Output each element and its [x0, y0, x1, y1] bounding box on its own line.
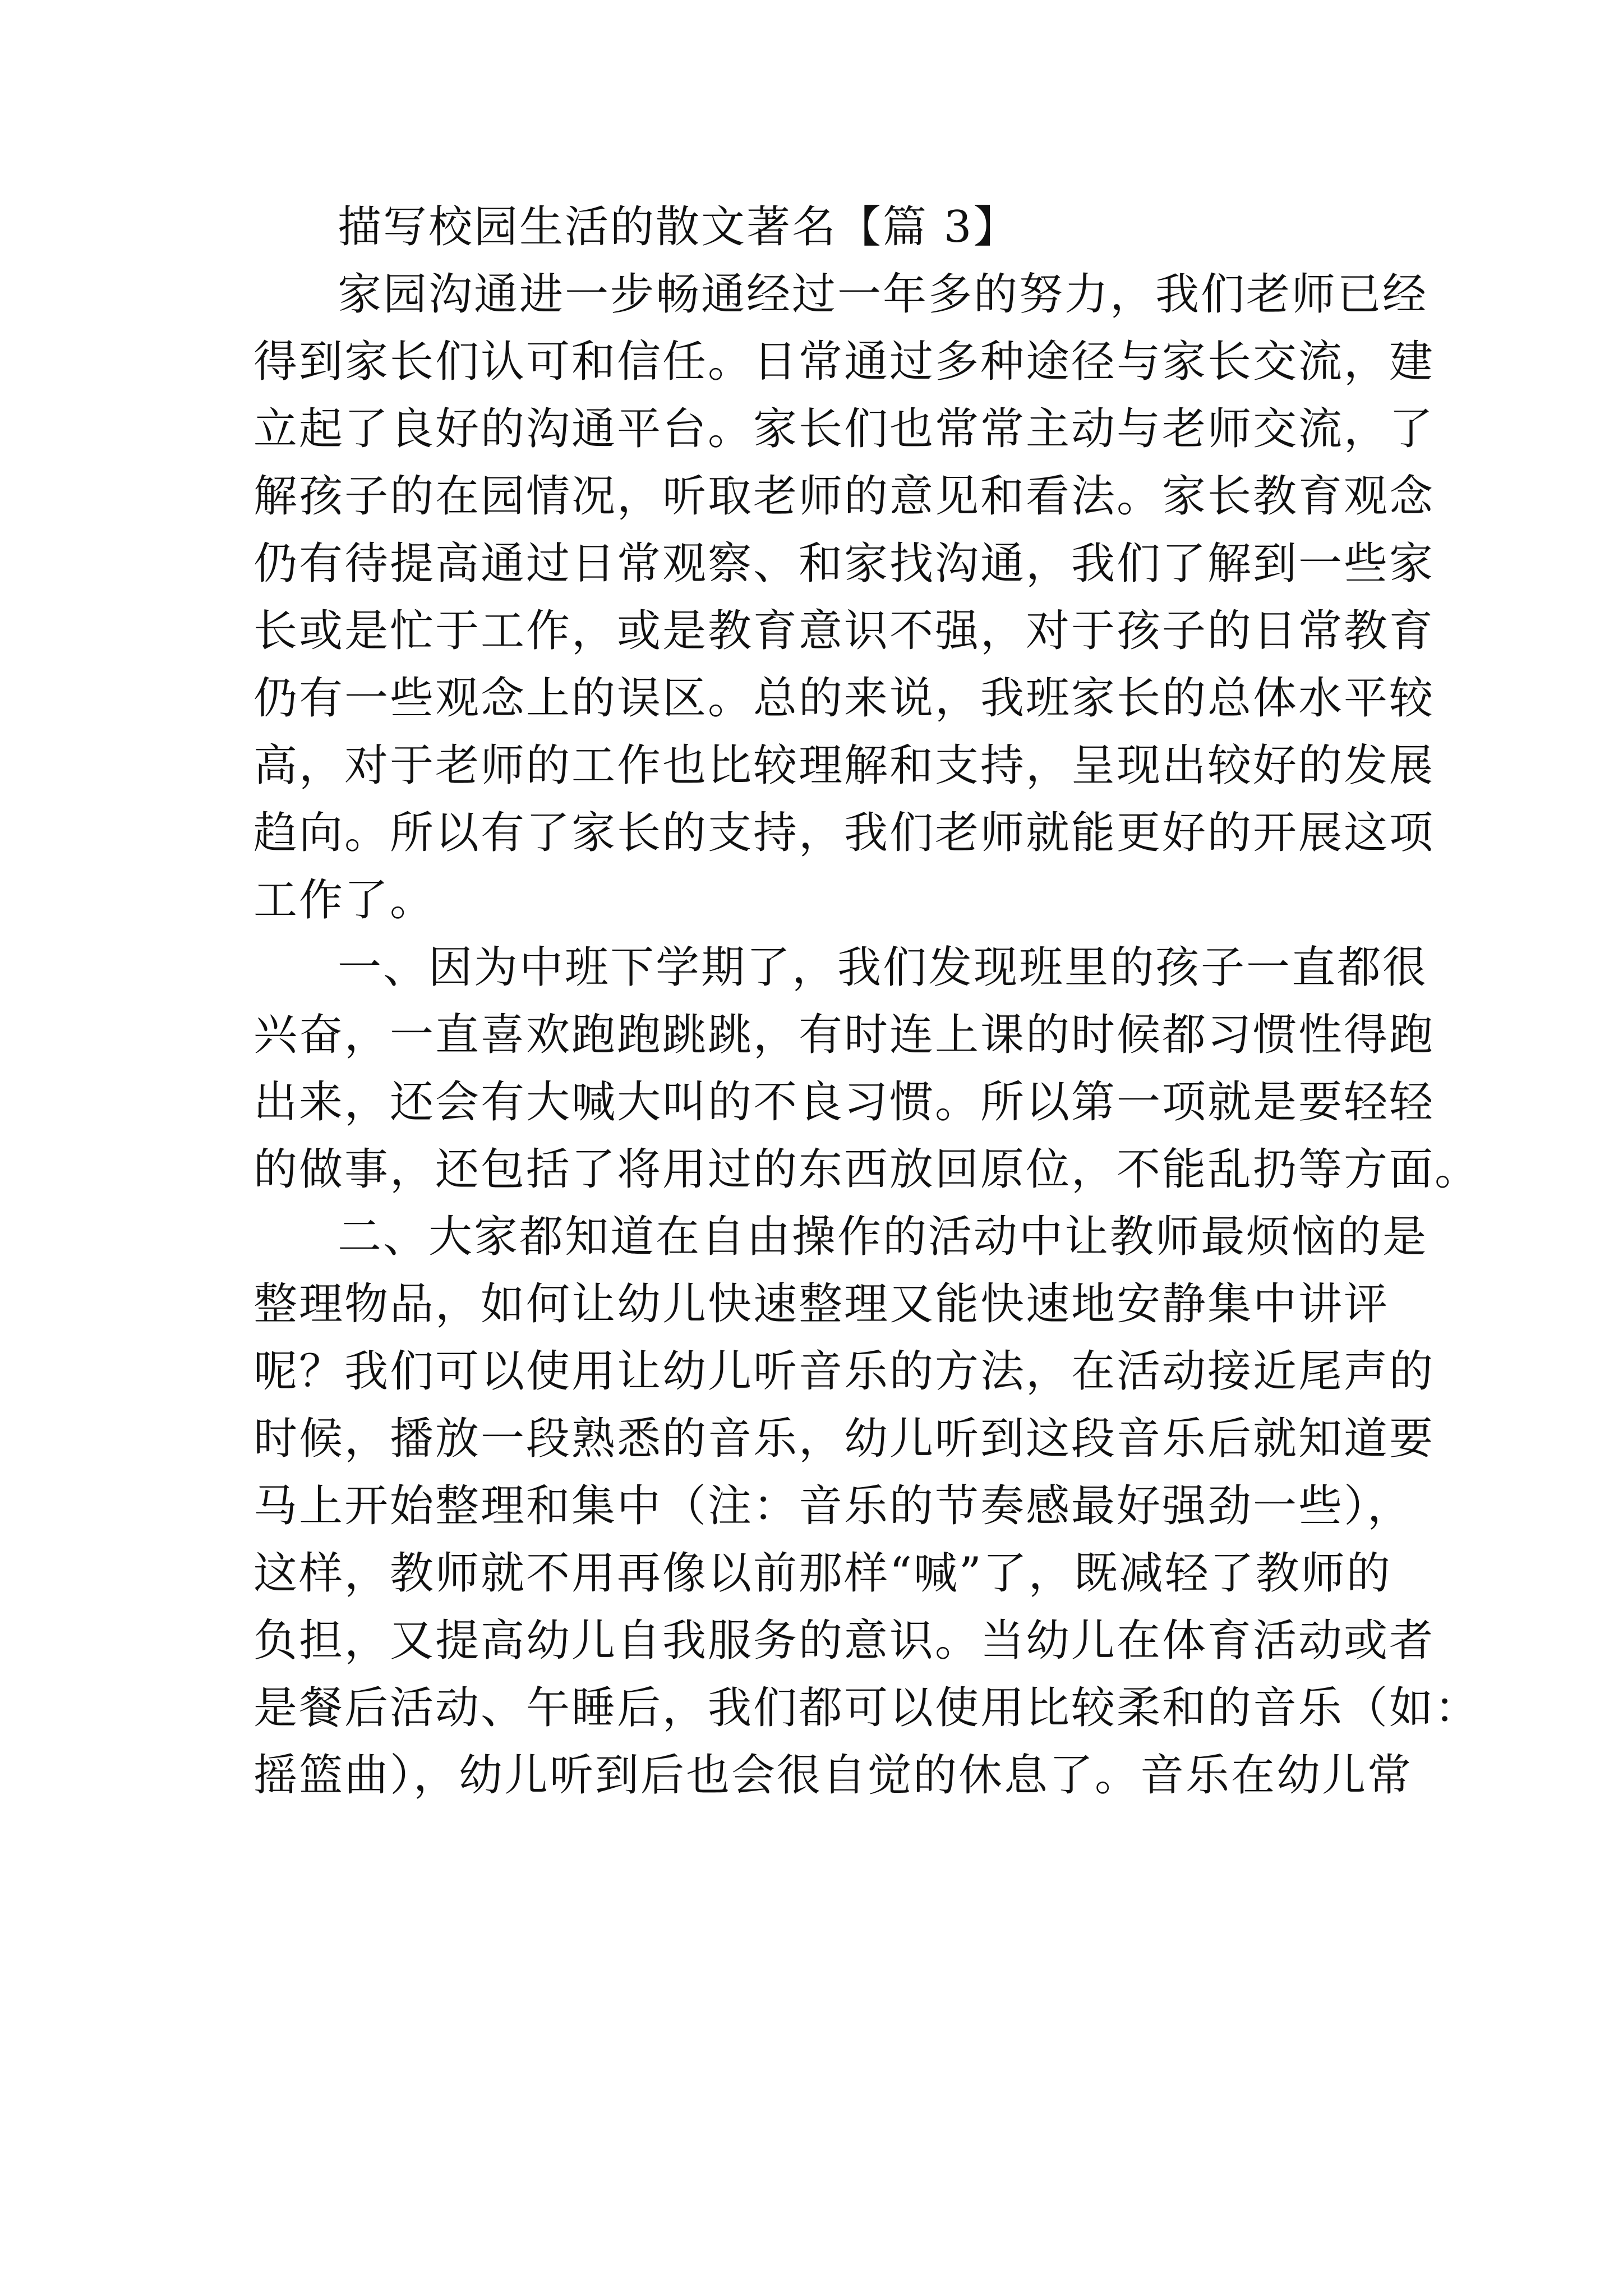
paragraph-1-line-3: 立起了良好的沟通平台。家长们也常常主动与老师交流，了 [253, 404, 1435, 454]
document-title: 描写校园生活的散文著名【篇 3】 [338, 202, 1019, 252]
paragraph-1-line-9: 趋向。所以有了家长的支持，我们老师就能更好的开展这项 [253, 808, 1435, 858]
paragraph-2-line-2: 兴奋，一直喜欢跑跑跳跳，有时连上课的时候都习惯性得跑 [253, 1010, 1435, 1060]
paragraph-3-line-9: 摇篮曲），幼儿听到后也会很自觉的休息了。音乐在幼儿常 [253, 1750, 1413, 1801]
paragraph-3-line-8: 是餐后活动、午睡后，我们都可以使用比较柔和的音乐（如： [253, 1683, 1481, 1733]
paragraph-1-line-10: 工作了。 [253, 875, 436, 926]
paragraph-3-line-4: 时候，播放一段熟悉的音乐，幼儿听到这段音乐后就知道要 [253, 1414, 1435, 1464]
paragraph-3-line-1: 二、大家都知道在自由操作的活动中让教师最烦恼的是 [338, 1212, 1428, 1262]
paragraph-1-line-6: 长或是忙于工作，或是教育意识不强，对于孩子的日常教育 [253, 606, 1435, 656]
paragraph-1-line-2: 得到家长们认可和信任。日常通过多种途径与家长交流，建 [253, 337, 1435, 387]
paragraph-3-line-7: 负担，又提高幼儿自我服务的意识。当幼儿在体育活动或者 [253, 1616, 1435, 1666]
paragraph-2-line-4: 的做事，还包括了将用过的东西放回原位，不能乱扔等方面。 [253, 1144, 1481, 1195]
paragraph-1-line-5: 仍有待提高通过日常观察、和家找沟通，我们了解到一些家 [253, 539, 1435, 589]
paragraph-3-line-6: 这样，教师就不用再像以前那样“喊”了，既减轻了教师的 [253, 1548, 1392, 1599]
paragraph-1-line-4: 解孩子的在园情况，听取老师的意见和看法。家长教育观念 [253, 471, 1435, 522]
paragraph-3-line-2: 整理物品，如何让幼儿快速整理又能快速地安静集中讲评 [253, 1279, 1390, 1329]
paragraph-2-line-1: 一、因为中班下学期了，我们发现班里的孩子一直都很 [338, 942, 1428, 993]
paragraph-2-line-3: 出来，还会有大喊大叫的不良习惯。所以第一项就是要轻轻 [253, 1077, 1435, 1128]
paragraph-3-line-5: 马上开始整理和集中（注：音乐的节奏感最好强劲一些）， [253, 1481, 1413, 1531]
paragraph-1-line-1: 家园沟通进一步畅通经过一年多的努力，我们老师已经 [338, 269, 1428, 320]
paragraph-1-line-8: 高，对于老师的工作也比较理解和支持，呈现出较好的发展 [253, 740, 1435, 791]
paragraph-3-line-3: 呢？我们可以使用让幼儿听音乐的方法，在活动接近尾声的 [253, 1346, 1435, 1397]
paragraph-1-line-7: 仍有一些观念上的误区。总的来说，我班家长的总体水平较 [253, 673, 1435, 724]
